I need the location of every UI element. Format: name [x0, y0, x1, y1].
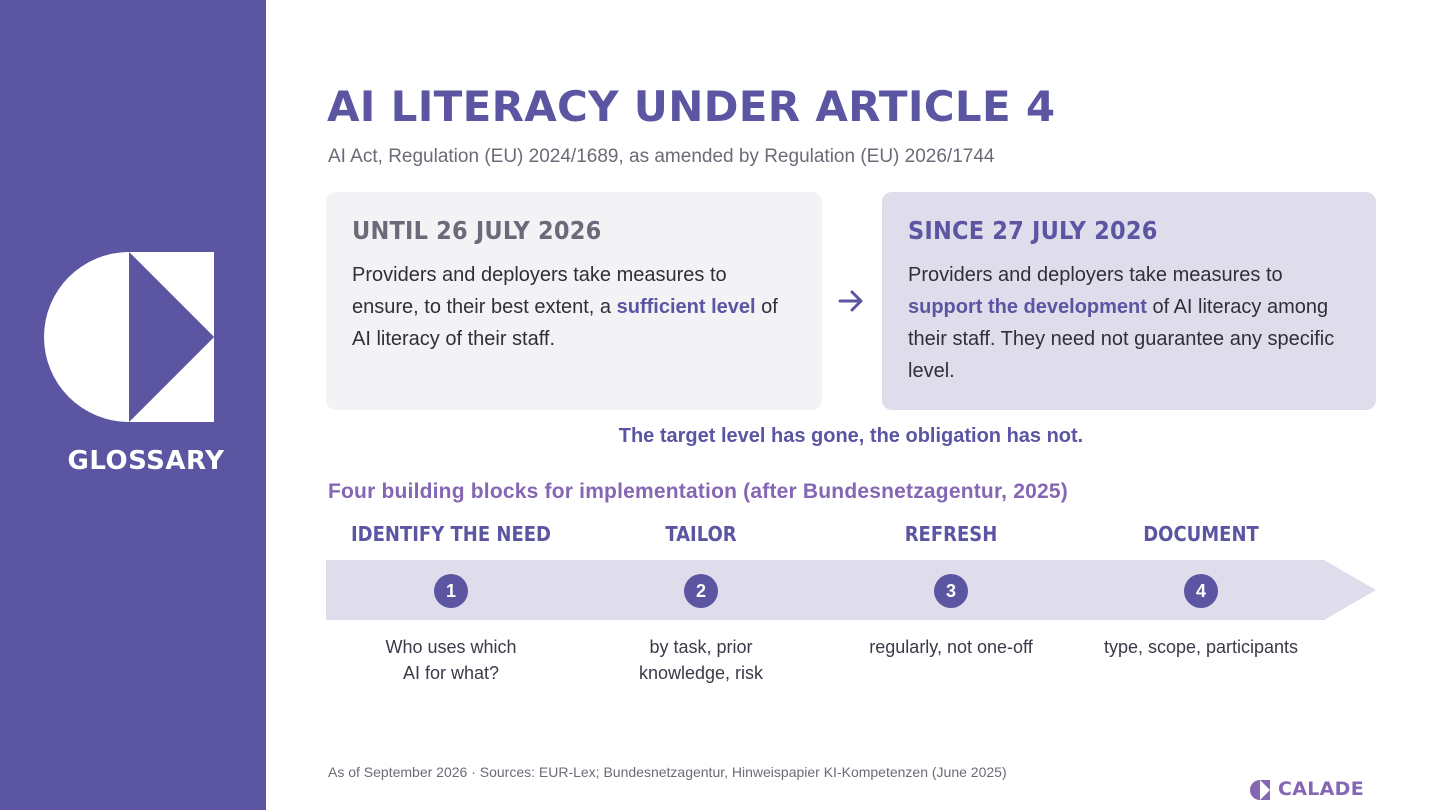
tagline: The target level has gone, the obligation has not. [618, 425, 1084, 447]
step-desc-refresh [826, 634, 1076, 660]
card-since-highlight: support the development [908, 296, 1147, 318]
brand-name: CALADE [1278, 778, 1365, 800]
page-title: AI LITERACY UNDER ARTICLE 4 [327, 82, 1056, 131]
card-until [326, 192, 822, 410]
card-since [882, 192, 1376, 410]
step-label-refresh: REFRESH [904, 522, 998, 546]
arrow-right-icon [836, 286, 866, 316]
step-desc-tailor-line1: by task, prior [649, 637, 753, 657]
card-until-text-end: of AI literacy of their staff. [352, 296, 778, 350]
step-number-4: 4 [1184, 574, 1218, 608]
step-desc-document [1076, 634, 1326, 660]
sidebar-label: GLOSSARY [67, 446, 225, 476]
page-subtitle: AI Act, Regulation (EU) 2024/1689, as amended by Regulation (EU) 2026/1744 [328, 146, 995, 167]
step-desc-identify [326, 634, 576, 686]
step-number-3: 3 [934, 574, 968, 608]
step-desc-tailor-line2: knowledge, risk [638, 663, 764, 683]
step-number-1: 1 [434, 574, 468, 608]
step-desc-refresh-line1: regularly, not one-off [869, 637, 1033, 657]
card-until-highlight: sufficient level [616, 296, 756, 318]
card-until-text-start: Providers and deployers take measures to ensure, to their best extent, a [352, 264, 727, 318]
footnote-sources: As of September 2026 · Sources: EUR-Lex; Bundesnetzagentur, Hinweispapier KI-Kompetenzen (June 2025) [328, 764, 1007, 780]
process-arrow-band [326, 560, 1376, 620]
calade-brand-icon [1250, 780, 1270, 800]
card-since-body [908, 259, 1350, 387]
step-label-document: DOCUMENT [1143, 522, 1259, 546]
building-blocks-title: Four building blocks for implementation (after Bundesnetzagentur, 2025) [328, 480, 1068, 503]
card-since-text-start: Providers and deployers take measures to [908, 264, 1283, 286]
step-label-tailor: TAILOR [665, 522, 737, 546]
step-desc-tailor [576, 634, 826, 686]
calade-logo-icon [44, 252, 214, 422]
step-number-2: 2 [684, 574, 718, 608]
step-desc-document-line1: type, scope, participants [1103, 637, 1299, 657]
step-desc-identify-line2: AI for what? [402, 663, 500, 683]
brand-logo [1250, 778, 1365, 802]
step-desc-identify-line1: Who uses which [385, 637, 517, 657]
card-until-heading: UNTIL 26 JULY 2026 [352, 216, 602, 245]
sidebar [0, 0, 266, 810]
card-since-heading: SINCE 27 JULY 2026 [908, 216, 1158, 245]
card-since-text-end: of AI literacy among their staff. They need not guarantee any specific level. [908, 296, 1335, 382]
card-until-body [352, 259, 796, 355]
step-label-identify: IDENTIFY THE NEED [350, 522, 551, 546]
